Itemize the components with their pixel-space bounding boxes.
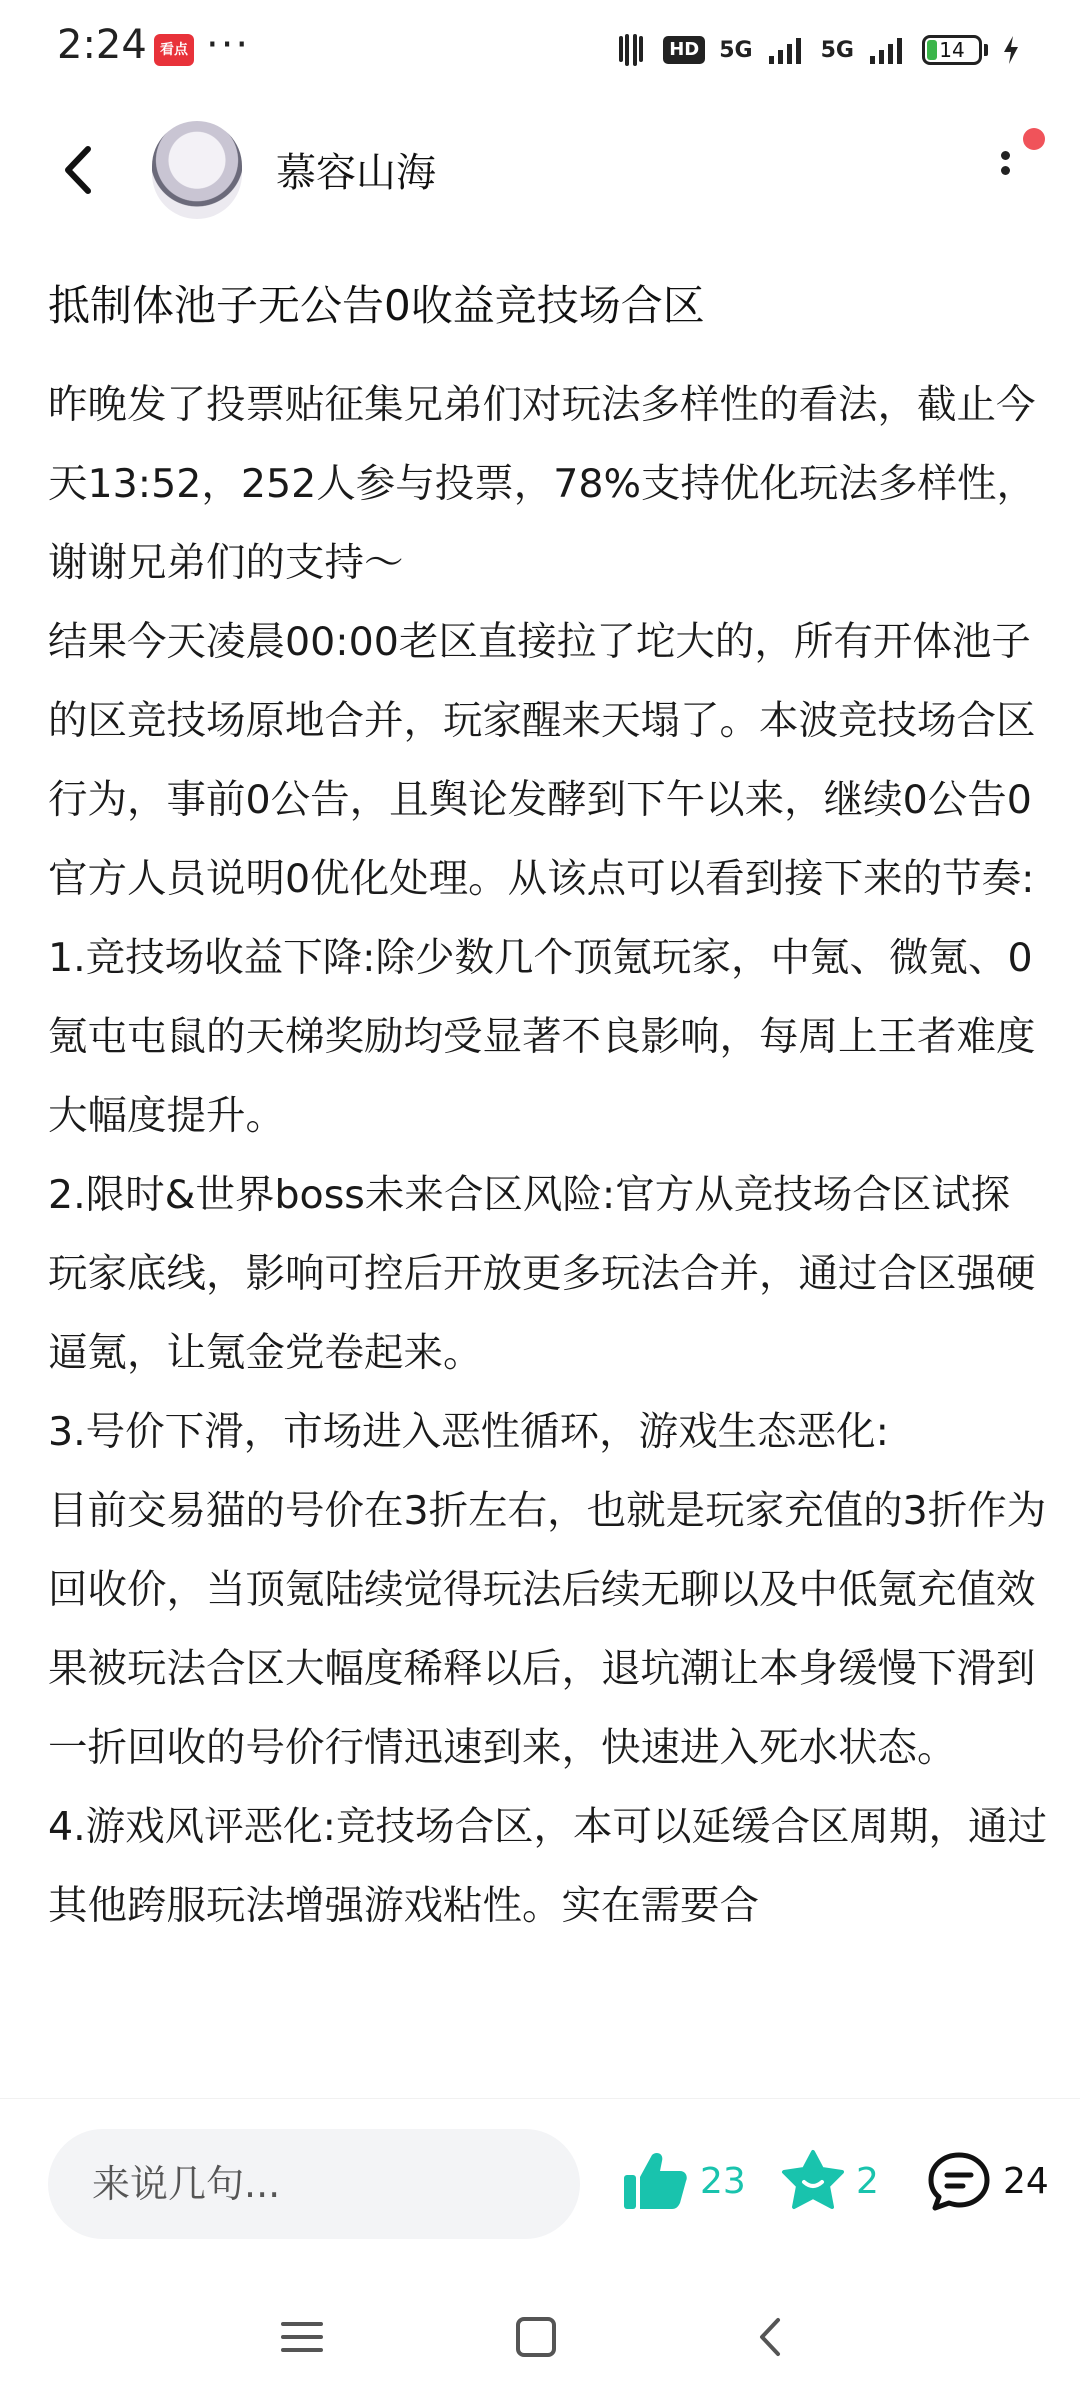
post-title: 抵制体池子无公告0收益竞技场合区 bbox=[48, 281, 705, 330]
nav-home-button[interactable] bbox=[501, 2302, 571, 2372]
status-more-dots: ··· bbox=[206, 22, 251, 68]
star-badge-icon bbox=[780, 2149, 846, 2213]
comment-input[interactable] bbox=[48, 2129, 580, 2239]
battery-icon bbox=[922, 35, 982, 65]
system-nav-bar bbox=[0, 2262, 1080, 2401]
author-avatar[interactable] bbox=[152, 121, 242, 219]
back-button[interactable] bbox=[50, 135, 110, 205]
signal-bars-icon bbox=[868, 36, 908, 64]
nav-menu-button[interactable] bbox=[267, 2302, 337, 2372]
post-paragraph: 昨晚发了投票贴征集兄弟们对玩法多样性的看法，截止今天13:52，252人参与投票，78%支持优化玩法多样性，谢谢兄弟们的支持～ bbox=[48, 382, 1037, 586]
collect-button[interactable] bbox=[780, 2141, 879, 2221]
post-paragraph: 1.竞技场收益下降:除少数几个顶氪玩家，中氪、微氪、0氪屯屯鼠的天梯奖励均受显著不良影响，每周上王者难度大幅度提升。 bbox=[48, 935, 1036, 1139]
post-paragraph: 2.限时&世界boss未来合区风险:官方从竞技场合区试探玩家底线，影响可控后开放更多玩法合并，通过合区强硬逼氪，让氪金党卷起来。 bbox=[48, 1172, 1036, 1376]
post-paragraph: 结果今天凌晨00:00老区直接拉了坨大的，所有开体池子的区竞技场原地合并，玩家醒来天塌了。本波竞技场合区行为，事前0公告，且舆论发酵到下午以来，继续0公告0官方人员说明0优化处理。从该点可以看到接下来的节奏: bbox=[48, 619, 1036, 902]
author-name[interactable]: 慕容山海 bbox=[276, 150, 436, 196]
nav-home-icon bbox=[501, 2302, 571, 2372]
comment-bubble-icon bbox=[925, 2149, 993, 2213]
nav-menu-icon bbox=[267, 2302, 337, 2372]
bottom-action-bar bbox=[0, 2098, 1080, 2263]
collect-count: 2 bbox=[856, 2160, 879, 2202]
post-paragraph: 目前交易猫的号价在3折左右，也就是玩家充值的3折作为回收价，当顶氪陆续觉得玩法后续无聊以及中低氪充值效果被玩法合区大幅度稀释以后，退坑潮让本身缓慢下滑到一折回收的号价行情迅速到来，快速进入死水状态。 bbox=[48, 1488, 1047, 1771]
comment-count: 24 bbox=[1003, 2160, 1049, 2202]
more-vertical-icon bbox=[1001, 151, 1010, 160]
app-notification-icon: 看点 bbox=[154, 34, 194, 66]
like-button[interactable] bbox=[620, 2141, 746, 2221]
thumbs-up-icon bbox=[620, 2149, 690, 2213]
signal-5g-2: 5G bbox=[820, 37, 854, 63]
post-body bbox=[48, 366, 1048, 1946]
charging-bolt-icon bbox=[1002, 35, 1020, 65]
nav-back-icon bbox=[736, 2302, 806, 2372]
nav-back-button[interactable] bbox=[736, 2302, 806, 2372]
vibrate-icon bbox=[613, 32, 649, 68]
comment-button[interactable] bbox=[925, 2141, 1049, 2221]
hd-icon: HD bbox=[663, 36, 705, 64]
notification-dot bbox=[1023, 128, 1045, 150]
status-right-icons bbox=[613, 28, 1020, 72]
post-paragraph: 4.游戏风评恶化:竞技场合区，本可以延缓合区周期，通过其他跨服玩法增强游戏粘性。实在需要合 bbox=[48, 1804, 1047, 1929]
status-bar bbox=[0, 0, 1080, 100]
signal-bars-icon bbox=[767, 36, 807, 64]
more-options-button[interactable] bbox=[990, 145, 1020, 205]
back-arrow-icon bbox=[50, 135, 110, 205]
signal-5g-1: 5G bbox=[719, 37, 753, 63]
battery-tip bbox=[984, 44, 988, 56]
like-count: 23 bbox=[700, 2160, 746, 2202]
battery-level: 14 bbox=[939, 38, 965, 62]
status-time: 2:24 bbox=[57, 22, 147, 68]
post-paragraph: 3.号价下滑，市场进入恶性循环，游戏生态恶化: bbox=[48, 1409, 889, 1455]
post-header bbox=[0, 105, 1080, 235]
